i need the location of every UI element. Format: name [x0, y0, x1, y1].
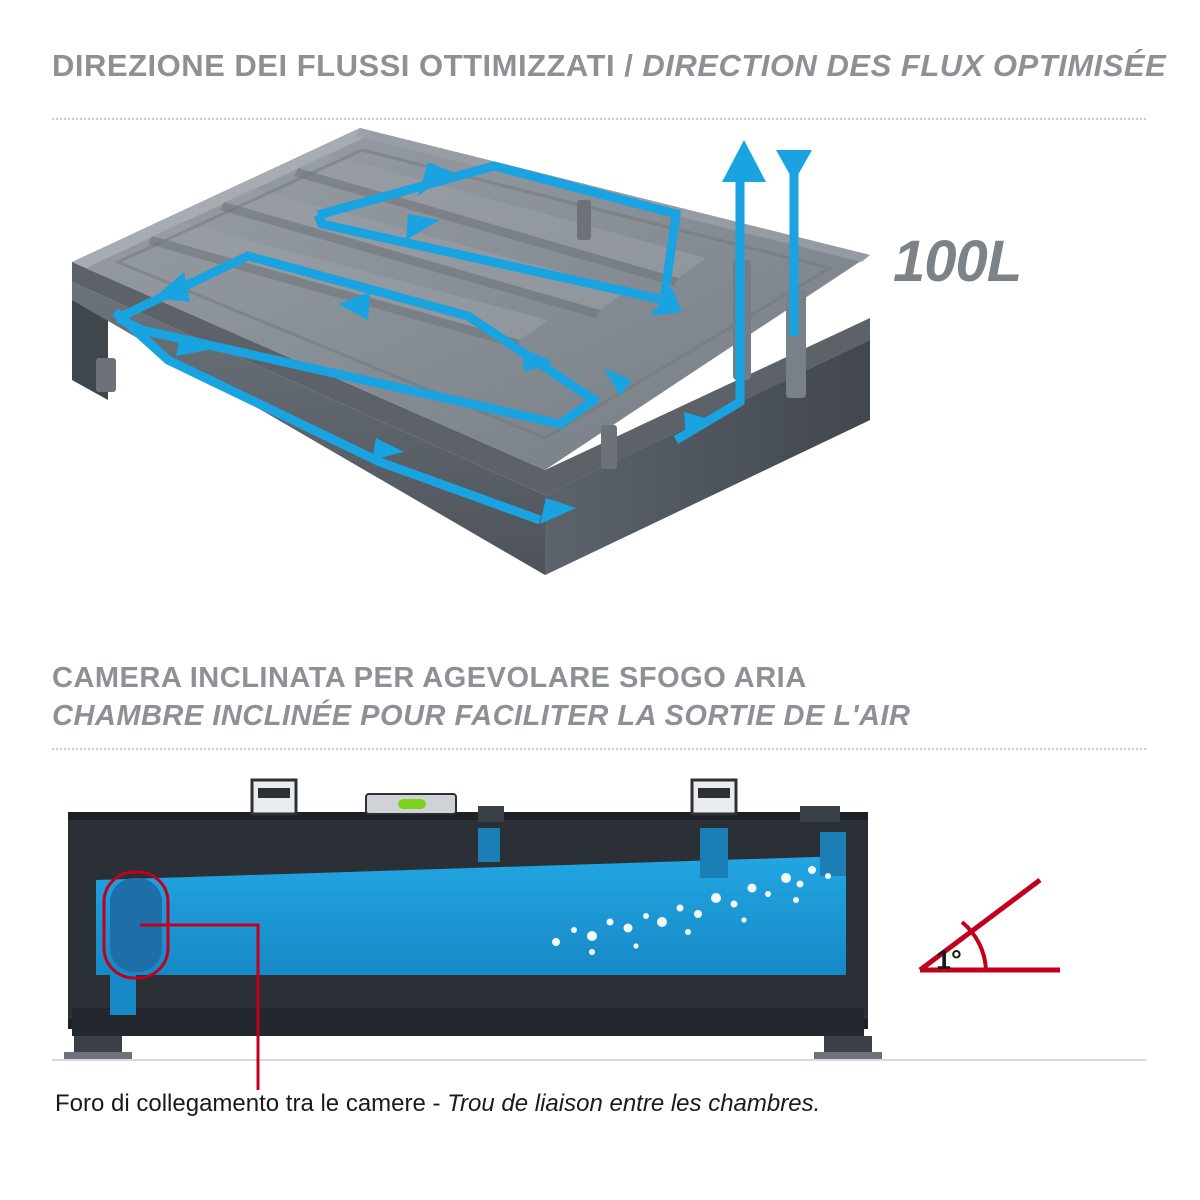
connection-hole-caption [55, 1090, 820, 1118]
outlet-pipe-bottom-left [110, 975, 136, 1015]
divider-middle [52, 748, 1146, 750]
section-foot-pad-right [814, 1052, 882, 1059]
internal-pipe-center [478, 828, 500, 862]
section-title-separator: / [615, 48, 643, 83]
section-foot-right [824, 1036, 872, 1052]
clamp-left-bolt [258, 788, 290, 798]
section-title-flow-it: DIREZIONE DEI FLUSSI OTTIMIZZATI [52, 48, 616, 83]
clamp-right-bolt [698, 788, 730, 798]
port-right [800, 806, 840, 822]
internal-pipe-far-right [820, 832, 846, 876]
section-base-frame [72, 1008, 864, 1036]
caption-it: Foro di collegamento tra le camere [55, 1090, 426, 1117]
internal-pipe-right [700, 828, 728, 878]
section-foot-pad-left [64, 1052, 132, 1059]
section-title-flow-fr: DIRECTION DES FLUX OPTIMISÉE [642, 48, 1167, 83]
section-top-edge [68, 812, 868, 820]
spirit-level-bubble [398, 799, 426, 809]
arrow-down-icon [776, 150, 812, 182]
section-title-chamber-it: CAMERA INCLINATA PER AGEVOLARE SFOGO ARIA [52, 662, 807, 694]
section-foot-left [74, 1036, 122, 1052]
port-center [478, 806, 504, 822]
tank-cross-section-illustration [0, 770, 1200, 1190]
caption-fr: Trou de liaison entre les chambres. [447, 1090, 821, 1117]
angle-value-label: 1° [936, 945, 962, 975]
capacity-label: 100L [893, 229, 1022, 294]
section-title-chamber-fr: CHAMBRE INCLINÉE POUR FACILITER LA SORTIE DE L'AIR [52, 700, 911, 732]
arrow-up-icon [722, 140, 766, 182]
caption-separator: - [425, 1090, 448, 1117]
